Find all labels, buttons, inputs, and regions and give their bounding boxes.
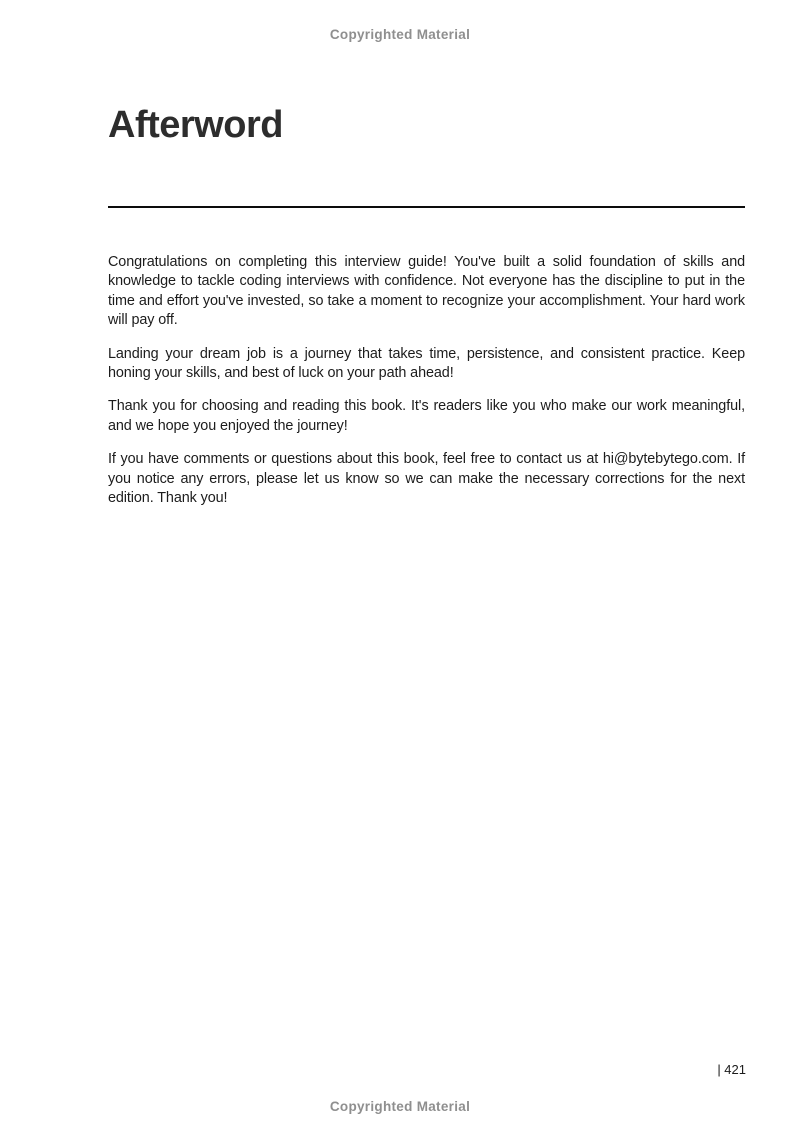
copyright-notice-top: Copyrighted Material <box>329 27 471 42</box>
paragraph-congratulations: Congratulations on completing this interview guide! You've built a solid foundation of skills and knowledge to tackle coding interviews with confidence. Not everyone has the discipline to put in the time and effort you've invested, so take a moment to recognize your accomplishment. Your hard work will pay off. <box>108 254 745 329</box>
chapter-body <box>108 253 745 522</box>
paragraph-thank-you: Thank you for choosing and reading this book. It's readers like you who make our work meaningful, and we hope you enjoyed the journey! <box>108 398 745 434</box>
copyright-notice-bottom: Copyrighted Material <box>329 1099 471 1114</box>
title-divider-rule <box>108 206 745 208</box>
page-number: | 421 <box>717 1062 746 1077</box>
paragraph-contact: If you have comments or questions about this book, feel free to contact us at hi@bytebytego.com. If you notice any errors, please let us know so we can make the necessary corrections for the next edition. Thank you! <box>108 451 745 507</box>
paragraph-dream-job: Landing your dream job is a journey that takes time, persistence, and consistent practice. Keep honing your skills, and best of luck on your path ahead! <box>108 345 745 382</box>
chapter-title: Afterword <box>108 104 283 146</box>
